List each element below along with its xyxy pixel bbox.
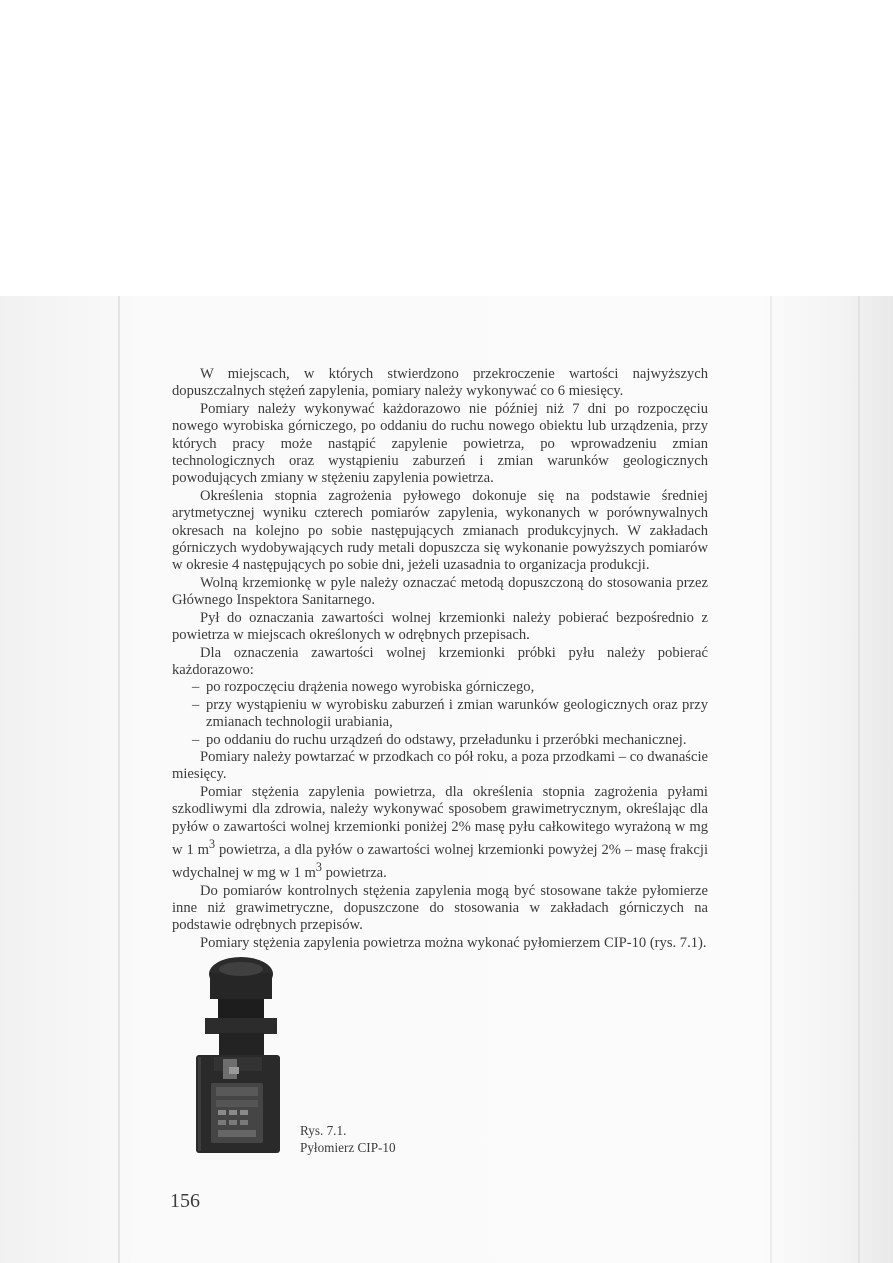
body-text — [172, 366, 708, 952]
figure-number: Rys. 7.1. — [300, 1123, 347, 1138]
paragraph: Dla oznaczenia zawartości wolnej krzemionki próbki pyłu należy pobierać każdorazowo: — [172, 644, 708, 678]
paragraph: Pomiary należy wykonywać każdorazowo nie później niż 7 dni po rozpoczęciu nowego wyrobiska górniczego, po oddaniu do ruchu nowego obiektu lub urządzenia, przy których pracy może nastąpić zapylenie powietrza, po wprowadzeniu zmian technologicznych oraz wystąpieniu zaburzeń i zmian warunków geologicznych powodujących zmiany w stężeniu zapylenia powietrza. — [172, 400, 708, 487]
page-edge-shadow — [770, 296, 772, 1263]
paragraph-text: powietrza. — [321, 865, 387, 882]
paragraph: Pomiary stężenia zapylenia powietrza można wykonać pyłomierzem CIP-10 (rys. 7.1). — [200, 934, 707, 951]
page-edge-shadow — [118, 296, 120, 1263]
figure-title: Pyłomierz CIP-10 — [300, 1139, 396, 1155]
page-number: 156 — [170, 1190, 200, 1212]
paragraph-text: Pomiar stężenia zapylenia powietrza, dla określenia stopnia zagrożenia pyłami szkodliwymi dla zdrowia, należy wykonywać sposobem grawimetrycznym, określając dla pyłów o zawartości wolnej krzemionki poniżej 2% masę pyłu całkowitego wyrażoną w mg w 1 m — [172, 783, 708, 858]
list-item: – po rozpoczęciu drążenia nowego wyrobiska górniczego, — [172, 679, 708, 696]
superscript: 3 — [209, 836, 216, 851]
paragraph: Pomiary należy powtarzać w przodkach co pół roku, a poza przodkami – co dwanaście miesięcy. — [172, 748, 708, 783]
superscript: 3 — [315, 860, 322, 875]
paragraph: W miejscach, w których stwierdzono przekroczenie wartości najwyższych dopuszczalnych stężeń zapylenia, pomiary należy wykonywać co 6 miesięcy. — [172, 366, 708, 400]
paragraph: Wolną krzemionkę w pyle należy oznaczać metodą dopuszczoną do stosowania przez Głównego Inspektora Sanitarnego. — [172, 574, 708, 609]
paragraph: Do pomiarów kontrolnych stężenia zapylenia mogą być stosowane także pyłomierze inne niż grawimetryczne, dopuszczone do stosowania w zakładach górniczych na podstawie odrębnych przepisów. — [172, 882, 708, 934]
paragraph: Pył do oznaczania zawartości wolnej krzemionki należy pobierać bezpośrednio z powietrza w miejscach określonych w odrębnych przepisach. — [172, 609, 708, 644]
paragraph: Określenia stopnia zagrożenia pyłowego dokonuje się na podstawie średniej arytmetycznej wyniku czterech pomiarów zapylenia, wykonanych w porównywalnych okresach na kolejno po sobie następujących zmianach produkcyjnych. W zakładach górniczych wydobywających rudy metali dopuszcza się wykonanie powyższych pomiarów w okresie 4 następujących po sobie dni, jeżeli uzasadnia to organizacja produkcji. — [172, 487, 708, 574]
list-item: – po oddaniu do ruchu urządzeń do odstawy, przeładunku i przeróbki mechanicznej. — [172, 732, 708, 749]
dash-list — [172, 679, 708, 749]
page-edge-shadow — [858, 296, 860, 1263]
list-item: – przy wystąpieniu w wyrobisku zaburzeń i zmian warunków geologicznych oraz przy zmianach technologii urabiania, — [172, 697, 708, 732]
paragraph-with-units — [172, 784, 708, 883]
dust-meter-photo — [189, 955, 293, 1157]
paragraph-text: powietrza, a dla pyłów o zawartości wolnej krzemionki powyżej 2% – masę frakcji wdychalnej w mg w 1 m — [172, 841, 708, 882]
figure-caption — [300, 1123, 396, 1156]
